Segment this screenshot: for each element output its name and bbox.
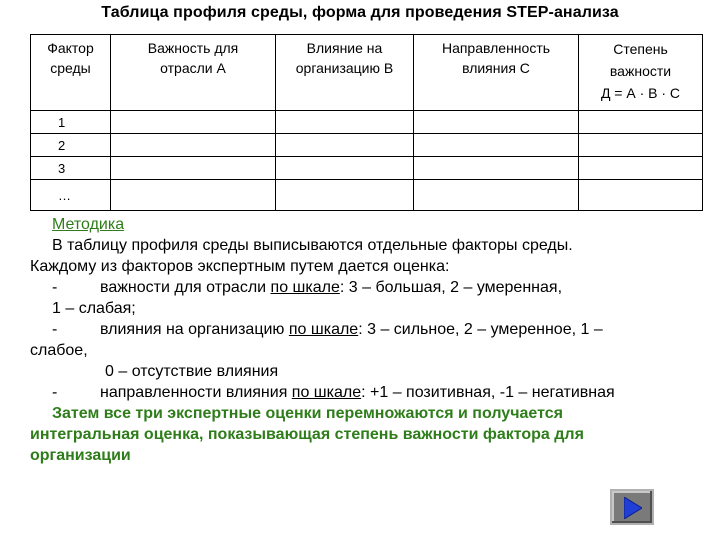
page-title: Таблица профиля среды, форма для проведения STEP-анализа — [101, 4, 619, 21]
method-line: В таблицу профиля среды выписываются отдельные факторы среды. — [52, 237, 573, 254]
method-line: интегральная оценка, показывающая степень важности фактора для — [30, 426, 584, 443]
table-cell — [414, 111, 579, 134]
table-cell — [579, 111, 703, 134]
table-cell — [414, 180, 579, 211]
play-arrow-icon — [624, 497, 642, 519]
method-line: - направленности влияния по шкале: +1 – позитивная, -1 – негативная — [52, 384, 615, 401]
method-line: организации — [30, 447, 131, 464]
header-importance: Важность для отрасли А — [111, 35, 276, 111]
method-line: 0 – отсутствие влияния — [105, 363, 279, 380]
header-factor: Фактор среды — [31, 35, 111, 111]
table-cell — [276, 157, 414, 180]
method-line: слабое, — [30, 342, 88, 359]
table-cell — [579, 180, 703, 211]
table-row — [31, 157, 703, 180]
table-cell — [111, 157, 276, 180]
method-line: - важности для отрасли по шкале: 3 – большая, 2 – умеренная, — [52, 279, 563, 296]
header-direction: Направленность влияния С — [414, 35, 579, 111]
table-cell — [111, 111, 276, 134]
table-cell — [414, 134, 579, 157]
row-number: 1 — [31, 111, 111, 134]
environment-profile-table — [30, 34, 703, 211]
table-cell — [111, 134, 276, 157]
method-line: Затем все три экспертные оценки перемножаются и получается — [52, 405, 563, 422]
row-number: 2 — [31, 134, 111, 157]
row-number: 3 — [31, 157, 111, 180]
table-cell — [579, 157, 703, 180]
row-number: … — [31, 180, 111, 211]
table-cell — [414, 157, 579, 180]
table-header-row — [31, 35, 703, 111]
table-cell — [579, 134, 703, 157]
method-line: 1 – слабая; — [52, 300, 136, 317]
table-cell — [276, 111, 414, 134]
table-row — [31, 180, 703, 211]
header-degree: Степень важности Д = А · В · С — [579, 35, 703, 111]
method-description — [30, 214, 700, 466]
method-line: Каждому из факторов экспертным путем дается оценка: — [30, 258, 450, 275]
header-influence: Влияние на организацию В — [276, 35, 414, 111]
next-slide-button[interactable] — [610, 489, 654, 525]
table-row — [31, 111, 703, 134]
method-line: - влияния на организацию по шкале: 3 – сильное, 2 – умеренное, 1 – — [52, 321, 603, 338]
method-heading: Методика — [52, 216, 125, 233]
table-cell — [111, 180, 276, 211]
table-row — [31, 134, 703, 157]
table-cell — [276, 180, 414, 211]
table-cell — [276, 134, 414, 157]
